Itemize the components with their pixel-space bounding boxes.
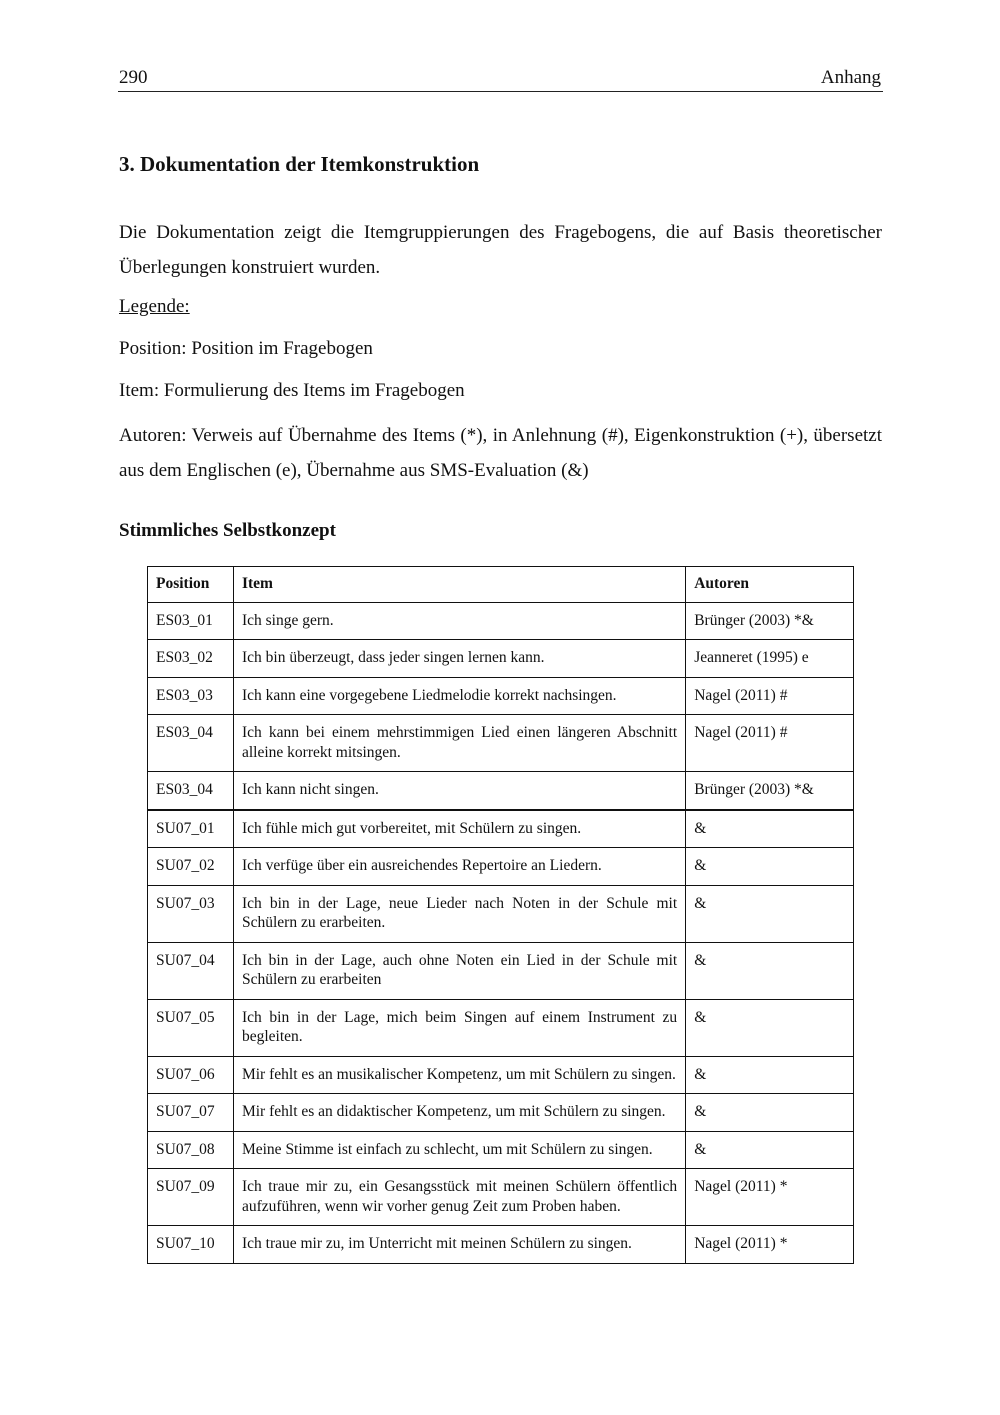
- cell-item: Ich kann nicht singen.: [233, 772, 685, 810]
- table-row: [148, 1131, 854, 1169]
- cell-item: Ich traue mir zu, im Unterricht mit meinen Schülern zu singen.: [233, 1226, 685, 1264]
- cell-authors: &: [686, 810, 854, 848]
- cell-position: SU07_03: [148, 885, 234, 942]
- cell-position: ES03_01: [148, 602, 234, 640]
- cell-item: Ich fühle mich gut vorbereitet, mit Schülern zu singen.: [233, 810, 685, 848]
- page-header: [118, 64, 883, 92]
- table-row: [148, 1094, 854, 1132]
- subsection-heading: Stimmliches Selbstkonzept: [119, 520, 336, 541]
- header-position: Position: [148, 567, 234, 603]
- cell-authors: Nagel (2011) *: [686, 1226, 854, 1264]
- cell-position: ES03_02: [148, 640, 234, 678]
- cell-authors: Brünger (2003) *&: [686, 772, 854, 810]
- cell-item: Ich bin überzeugt, dass jeder singen lernen kann.: [233, 640, 685, 678]
- cell-position: ES03_04: [148, 772, 234, 810]
- cell-position: ES03_03: [148, 677, 234, 715]
- cell-authors: &: [686, 1056, 854, 1094]
- cell-position: SU07_04: [148, 942, 234, 999]
- cell-position: ES03_04: [148, 715, 234, 772]
- header-item: Item: [233, 567, 685, 603]
- cell-item: Mir fehlt es an didaktischer Kompetenz, um mit Schülern zu singen.: [233, 1094, 685, 1132]
- cell-item: Ich singe gern.: [233, 602, 685, 640]
- cell-item: Ich bin in der Lage, mich beim Singen auf einem Instrument zu begleiten.: [233, 999, 685, 1056]
- running-section-title: Anhang: [820, 67, 881, 88]
- table-row: [148, 715, 854, 772]
- table-row: [148, 999, 854, 1056]
- cell-item: Ich bin in der Lage, neue Lieder nach Noten in der Schule mit Schülern zu erarbeiten.: [233, 885, 685, 942]
- table-row: [148, 602, 854, 640]
- cell-position: SU07_09: [148, 1169, 234, 1226]
- page-number: 290: [119, 67, 148, 88]
- table-row: [148, 772, 854, 810]
- intro-paragraph: Die Dokumentation zeigt die Itemgruppierungen des Fragebogens, die auf Basis theoretischer Überlegungen konstruiert wurden.: [119, 222, 882, 278]
- cell-authors: Nagel (2011) #: [686, 677, 854, 715]
- cell-authors: &: [686, 999, 854, 1056]
- cell-position: SU07_10: [148, 1226, 234, 1264]
- cell-item: Ich traue mir zu, ein Gesangsstück mit meinen Schülern öffentlich aufzuführen, wenn wir vorher genug Zeit zum Proben haben.: [233, 1169, 685, 1226]
- cell-position: SU07_02: [148, 848, 234, 886]
- table-row: [148, 640, 854, 678]
- cell-authors: Nagel (2011) *: [686, 1169, 854, 1226]
- cell-authors: &: [686, 942, 854, 999]
- cell-item: Mir fehlt es an musikalischer Kompetenz, um mit Schülern zu singen.: [233, 1056, 685, 1094]
- item-table: [147, 566, 854, 1264]
- legend-position: Position: Position im Fragebogen: [119, 338, 373, 359]
- cell-position: SU07_07: [148, 1094, 234, 1132]
- cell-item: Meine Stimme ist einfach zu schlecht, um mit Schülern zu singen.: [233, 1131, 685, 1169]
- table-header-row: [148, 567, 854, 603]
- cell-position: SU07_08: [148, 1131, 234, 1169]
- cell-item: Ich kann eine vorgegebene Liedmelodie korrekt nachsingen.: [233, 677, 685, 715]
- cell-authors: Nagel (2011) #: [686, 715, 854, 772]
- cell-item: Ich verfüge über ein ausreichendes Repertoire an Liedern.: [233, 848, 685, 886]
- table-row: [148, 848, 854, 886]
- header-authors: Autoren: [686, 567, 854, 603]
- legend-title: Legende:: [119, 296, 190, 317]
- cell-authors: &: [686, 885, 854, 942]
- cell-item: Ich bin in der Lage, auch ohne Noten ein Lied in der Schule mit Schülern zu erarbeiten: [233, 942, 685, 999]
- cell-authors: &: [686, 1094, 854, 1132]
- cell-position: SU07_01: [148, 810, 234, 848]
- cell-authors: Brünger (2003) *&: [686, 602, 854, 640]
- section-heading: 3. Dokumentation der Itemkonstruktion: [119, 152, 480, 176]
- cell-authors: &: [686, 848, 854, 886]
- table-row: [148, 1056, 854, 1094]
- table-row: [148, 810, 854, 848]
- cell-position: SU07_06: [148, 1056, 234, 1094]
- table-row: [148, 885, 854, 942]
- table-row: [148, 677, 854, 715]
- cell-position: SU07_05: [148, 999, 234, 1056]
- table-row: [148, 942, 854, 999]
- table-row: [148, 1169, 854, 1226]
- cell-item: Ich kann bei einem mehrstimmigen Lied einen längeren Abschnitt alleine korrekt mitsingen.: [233, 715, 685, 772]
- legend-item: Item: Formulierung des Items im Fragebogen: [119, 380, 465, 401]
- cell-authors: &: [686, 1131, 854, 1169]
- cell-authors: Jeanneret (1995) e: [686, 640, 854, 678]
- table-row: [148, 1226, 854, 1264]
- legend-authors: Autoren: Verweis auf Übernahme des Items (*), in Anlehnung (#), Eigenkonstruktion (+), übersetzt aus dem Englischen (e), Übernahme aus SMS-Evaluation (&): [119, 425, 882, 481]
